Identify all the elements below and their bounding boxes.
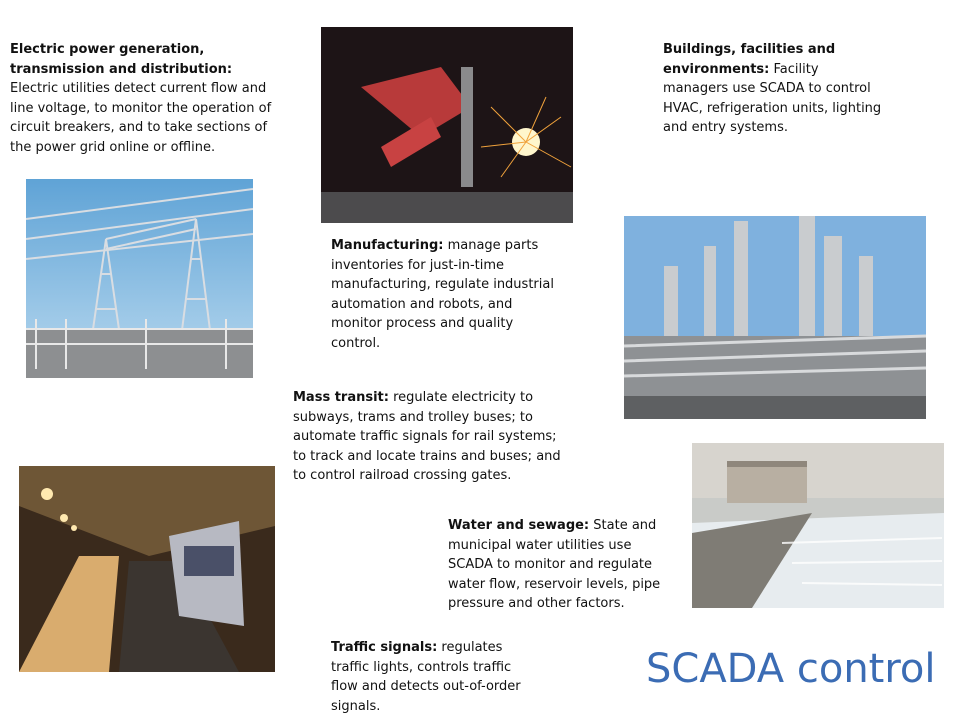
traffic-body: regulates traffic lights, controls traffic flow and detects out-of-order signals. <box>331 640 521 714</box>
manufacturing-heading: Manufacturing: <box>331 238 444 253</box>
page-title: SCADA control <box>646 646 936 692</box>
train-station-photo <box>19 466 275 672</box>
power-heading: Electric power generation, transmission and distribution: <box>10 42 233 77</box>
water-text <box>448 516 664 614</box>
power-substation-photo <box>26 179 253 378</box>
transit-heading: Mass transit: <box>293 390 389 405</box>
transit-text <box>293 388 561 486</box>
traffic-text <box>331 638 521 716</box>
traffic-heading: Traffic signals: <box>331 640 438 655</box>
buildings-text <box>663 40 887 138</box>
transit-body: regulate electricity to subways, trams and trolley buses; to automate traffic signals for rail systems; to track and locate trains and buses; and to control railroad crossing gates. <box>293 390 561 483</box>
water-body: State and municipal water utilities use SCADA to monitor and regulate water flow, reservoir levels, pipe pressure and other factors. <box>448 518 661 611</box>
welding-robot-photo <box>321 27 573 223</box>
refinery-plant-photo <box>624 216 926 419</box>
water-heading: Water and sewage: <box>448 518 590 533</box>
power-text <box>10 40 282 157</box>
manufacturing-text <box>331 236 561 353</box>
buildings-heading: Buildings, facilities and environments: <box>663 42 836 77</box>
manufacturing-body: manage parts inventories for just-in-time manufacturing, regulate industrial automation and robots, and monitor process and quality control. <box>331 238 554 351</box>
buildings-body: Facility managers use SCADA to control HVAC, refrigeration units, lighting and entry systems. <box>663 61 882 135</box>
power-body: Electric utilities detect current flow and line voltage, to monitor the operation of circuit breakers, and to take sections of the power grid online or offline. <box>10 81 272 155</box>
water-dam-photo <box>692 443 944 608</box>
